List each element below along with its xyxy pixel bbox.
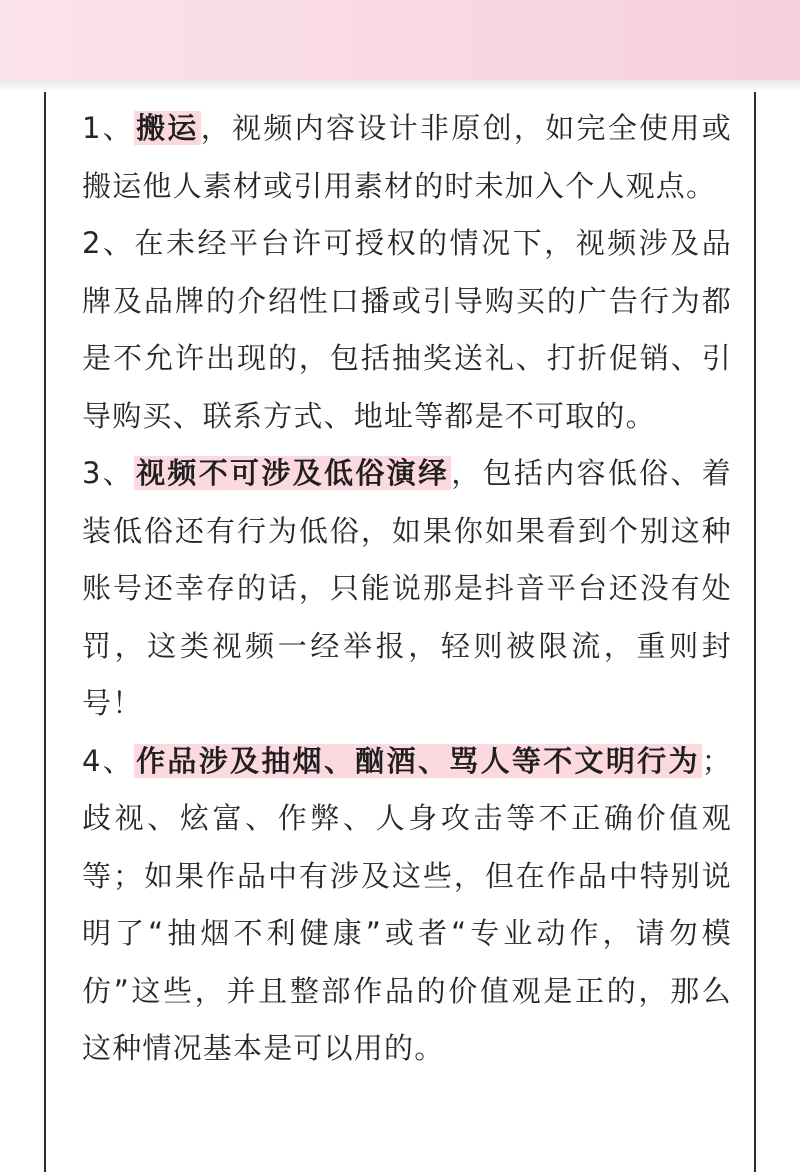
top-banner [0, 0, 800, 80]
paragraph-1-number: 1、 [82, 111, 135, 145]
paragraph-3 [82, 445, 732, 733]
paragraph-1-text: ，视频内容设计非原创，如完全使用或搬运他人素材或引用素材的时未加入个人观点。 [82, 111, 732, 203]
paragraph-4-text: ；歧视、炫富、作弊、人身攻击等不正确价值观等；如果作品中有涉及这些，但在作品中特别说明了“抽烟不利健康”或者“专业动作，请勿模仿”这些，并且整部作品的价值观是正的，那么这种情况基本是可以用的。 [82, 743, 732, 1065]
paragraph-3-number: 3、 [82, 456, 135, 490]
paragraph-3-text: ，包括内容低俗、着装低俗还有行为低俗，如果你如果看到个别这种账号还幸存的话，只能说那是抖音平台还没有处罚，这类视频一经举报，轻则被限流，重则封号！ [82, 456, 732, 720]
paragraph-1-highlight: 搬运 [136, 111, 199, 145]
paragraph-2: 2、在未经平台许可授权的情况下，视频涉及品牌及品牌的介绍性口播或引导购买的广告行为都是不允许出现的，包括抽奖送礼、打折促销、引导购买、联系方式、地址等都是不可取的。 [82, 226, 732, 433]
banner-divider [0, 80, 800, 92]
paragraph-4-number: 4、 [82, 743, 135, 778]
paragraph-4 [82, 733, 732, 1078]
paragraph-4-highlight: 作品涉及抽烟、酗酒、骂人等不文明行为 [136, 743, 700, 778]
article-body [82, 100, 732, 1078]
paragraph-1 [82, 100, 732, 215]
paragraph-3-highlight: 视频不可涉及低俗演绎 [136, 456, 450, 490]
